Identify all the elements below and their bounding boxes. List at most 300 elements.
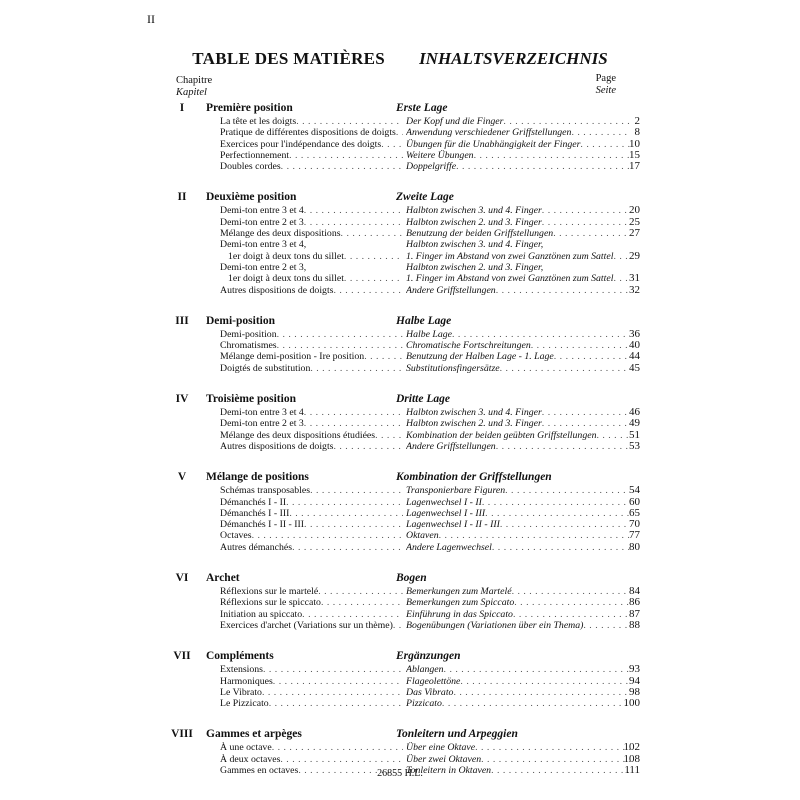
entry-text-fr: 1er doigt à deux tons du sillet (228, 273, 344, 285)
entry-page-number: 17 (629, 160, 640, 173)
entry-title-fr (220, 597, 403, 608)
chapter-title-fr: Deuxième position (206, 191, 297, 204)
entry-title-de (406, 116, 630, 127)
chapter-title-de: Dritte Lage (396, 393, 450, 406)
entry-text-fr: À deux octaves (220, 753, 281, 765)
entry-title-de (406, 351, 630, 362)
entry-page-number: 51 (629, 428, 640, 441)
dot-leader (460, 676, 630, 687)
title-german: INHALTSVERZEICHNIS (419, 49, 608, 68)
entry-page-number: 45 (629, 361, 640, 374)
dot-leader (252, 530, 403, 541)
entry-text-fr: Perfectionnement (220, 149, 290, 161)
entry-text-de: Kombination der beiden geübten Griffstellungen (406, 429, 597, 441)
entry-text-fr: Autres dispositions de doigts (220, 440, 334, 452)
chapter-title-fr: Demi-position (206, 314, 275, 327)
toc-entry[interactable] (0, 497, 800, 508)
entry-title-fr (220, 441, 403, 452)
entry-text-de: Pizzicato (406, 698, 442, 710)
entry-text-de: Halbton zwischen 2. und 3. Finger, (406, 261, 544, 273)
entry-page-number: 53 (629, 439, 640, 452)
page-number: II (147, 12, 155, 26)
entry-text-fr: Chromatismes (220, 340, 277, 352)
toc-entry[interactable] (0, 754, 800, 765)
chapter-heading (0, 572, 800, 586)
entry-text-de: Halbton zwischen 3. und 4. Finger (406, 205, 542, 217)
entry-title-de (406, 530, 630, 541)
entry-text-de: Transponierbare Figuren (406, 485, 506, 497)
entry-text-de: Einführung in das Spiccato (406, 608, 513, 620)
chapter-heading (0, 191, 800, 205)
entry-text-de: Lagenwechsel I - II - III (406, 519, 500, 531)
entry-title-fr (220, 609, 403, 620)
toc-entry[interactable] (0, 441, 800, 452)
entry-title-de (406, 430, 630, 441)
entry-title-fr (220, 418, 403, 429)
chapter-roman-numeral: III (175, 314, 189, 327)
entry-page-number: 65 (629, 506, 640, 519)
entry-text-de: Ablangen (406, 664, 444, 676)
dot-leader (292, 542, 403, 553)
chapter-title-fr: Mélange de positions (206, 471, 309, 484)
entry-text-de: Bemerkungen zum Spiccato (406, 597, 515, 609)
toc-entry[interactable] (0, 150, 800, 161)
toc-entry[interactable] (0, 262, 800, 273)
entry-title-fr (228, 273, 403, 284)
dot-leader (481, 754, 630, 765)
dot-leader (452, 329, 630, 340)
chapter-section (0, 191, 800, 295)
entry-page-number: 77 (629, 529, 640, 542)
entry-text-de: 1. Finger im Abstand von zwei Ganztönen zum Sattel (406, 250, 614, 262)
toc-entry[interactable] (0, 609, 800, 620)
entry-page-number: 94 (629, 674, 640, 687)
entry-page-number: 31 (629, 272, 640, 285)
entry-title-fr (228, 251, 403, 262)
dot-leader (364, 351, 403, 362)
chapter-section (0, 471, 800, 553)
entry-text-de: Doppelgriffe (406, 161, 457, 173)
entry-text-de: Anwendung verschiedener Griffstellungen (406, 127, 572, 139)
entry-page-number: 102 (623, 741, 640, 754)
entry-text-de: Halbe Lage (406, 328, 452, 340)
entry-title-fr (220, 363, 403, 374)
entry-page-number: 100 (623, 697, 640, 710)
toc-entry[interactable] (0, 127, 800, 138)
toc-entry[interactable] (0, 407, 800, 418)
entry-text-de: Über zwei Oktaven (406, 753, 482, 765)
toc-entry[interactable] (0, 597, 800, 608)
chapter-section (0, 393, 800, 452)
entry-title-de (406, 742, 630, 753)
entry-page-number: 2 (634, 115, 640, 127)
toc-entry[interactable] (0, 430, 800, 441)
toc-entry[interactable] (0, 273, 800, 284)
entry-title-de (406, 485, 630, 496)
dot-leader (318, 586, 403, 597)
entry-text-fr: Autres démanchés (220, 541, 293, 553)
entry-page-number: 20 (629, 204, 640, 217)
entry-title-fr (220, 485, 403, 496)
toc-entry[interactable] (0, 285, 800, 296)
table-of-contents (0, 102, 800, 795)
toc-entry[interactable] (0, 418, 800, 429)
chapter-section (0, 102, 800, 172)
entry-title-de (406, 139, 630, 150)
entry-page-number: 29 (629, 249, 640, 262)
dot-leader (286, 497, 403, 508)
entry-page-number: 46 (629, 406, 640, 419)
entry-text-fr: La tête et les doigts (220, 116, 297, 127)
chapter-header-fr: Chapitre (176, 75, 213, 86)
dot-leader (304, 418, 403, 429)
toc-entry[interactable] (0, 485, 800, 496)
chapter-title-fr: Compléments (206, 650, 274, 663)
entry-page-number: 40 (629, 339, 640, 352)
dot-leader (280, 754, 403, 765)
entry-text-fr: Extensions (220, 664, 263, 676)
page-header-fr: Page (595, 73, 616, 84)
dot-leader (375, 430, 403, 441)
entry-page-number: 10 (629, 137, 640, 150)
dot-leader (393, 620, 403, 631)
entry-title-fr (220, 407, 403, 418)
entry-title-fr (220, 127, 403, 138)
chapter-title-de: Halbe Lage (396, 314, 452, 327)
entry-title-fr (220, 228, 403, 239)
entry-text-de: Benutzung der Halben Lage - 1. Lage (406, 351, 554, 363)
entry-text-de: Substitutionsfingersätze (406, 362, 500, 374)
entry-text-de: Halbton zwischen 2. und 3. Finger (406, 216, 542, 228)
dot-leader (474, 150, 630, 161)
entry-title-fr (220, 116, 403, 127)
entry-page-number: 25 (629, 215, 640, 228)
chapter-title-de: Ergänzungen (396, 650, 461, 663)
dot-leader (310, 363, 403, 374)
chapter-section (0, 572, 800, 631)
entry-text-fr: Réflexions sur le martelé (220, 586, 319, 598)
entry-text-fr: Autres dispositions de doigts (220, 284, 334, 296)
dot-leader (321, 597, 403, 608)
toc-entry[interactable] (0, 620, 800, 631)
dot-leader (333, 441, 403, 452)
entry-text-fr: Demi-ton entre 3 et 4, (220, 239, 307, 251)
dot-leader (439, 530, 630, 541)
entry-title-fr (220, 676, 403, 687)
entry-text-fr: Demi-ton entre 2 et 3, (220, 261, 307, 273)
toc-entry[interactable] (0, 530, 800, 541)
toc-entry[interactable] (0, 205, 800, 216)
entry-title-fr (220, 329, 403, 340)
entry-title-de (406, 620, 630, 631)
toc-entry[interactable] (0, 542, 800, 553)
entry-title-de (406, 161, 630, 172)
entry-text-de: Andere Griffstellungen (406, 440, 496, 452)
entry-text-fr: Schémas transposables (220, 485, 311, 497)
entry-text-fr: Le Vibrato (220, 686, 262, 698)
entry-text-de: Halbton zwischen 3. und 4. Finger (406, 407, 542, 419)
chapter-column-header (176, 75, 212, 99)
entry-title-fr (220, 239, 403, 250)
entry-title-fr (220, 351, 403, 362)
entry-title-de (406, 262, 630, 273)
entry-text-fr: Doigtés de substitution (220, 362, 311, 374)
toc-entry[interactable] (0, 698, 800, 709)
chapter-section (0, 315, 800, 374)
chapter-title-fr: Première position (206, 102, 293, 114)
dot-leader (269, 698, 403, 709)
dot-leader (453, 687, 630, 698)
toc-entry[interactable] (0, 251, 800, 262)
entry-title-de (406, 285, 630, 296)
entry-text-fr: Mélange des deux dispositions étudiées (220, 429, 376, 441)
chapter-roman-numeral: IV (175, 393, 189, 406)
footer-catalog-number: 26855 H.L. (377, 768, 423, 779)
toc-entry[interactable] (0, 519, 800, 530)
entry-text-fr: Démanchés I - III (220, 507, 290, 519)
toc-entry[interactable] (0, 742, 800, 753)
dot-leader (444, 664, 630, 675)
chapter-roman-numeral: VI (175, 572, 189, 585)
entry-text-fr: Doubles cordes (220, 161, 281, 173)
entry-title-fr (220, 508, 403, 519)
entry-title-de (406, 597, 630, 608)
entry-title-fr (220, 620, 403, 631)
entry-title-fr (220, 497, 403, 508)
dot-leader (456, 161, 630, 172)
entry-text-de: Chromatische Fortschreitungen (406, 340, 531, 352)
entry-text-fr: À une octave (220, 742, 272, 754)
entry-page-number: 86 (629, 596, 640, 609)
dot-leader (281, 161, 403, 172)
entry-title-de (406, 664, 630, 675)
toc-entry[interactable] (0, 329, 800, 340)
entry-page-number: 44 (629, 350, 640, 363)
entry-page-number: 8 (634, 126, 640, 139)
entry-text-de: Das Vibrato (406, 686, 454, 698)
entry-title-fr (220, 217, 403, 228)
entry-text-fr: Gammes en octaves (220, 764, 299, 776)
toc-entry[interactable] (0, 676, 800, 687)
entry-page-number: 54 (629, 484, 640, 497)
entry-title-fr (220, 161, 403, 172)
dot-leader (272, 742, 403, 753)
toc-entry[interactable] (0, 586, 800, 597)
entry-page-number: 49 (629, 417, 640, 430)
chapter-roman-numeral: V (177, 471, 187, 484)
entry-page-number: 108 (623, 752, 640, 765)
entry-text-fr: Démanchés I - II - III (220, 519, 305, 531)
dot-leader (277, 340, 403, 351)
entry-text-fr: Demi-ton entre 3 et 4 (220, 407, 304, 419)
dot-leader (263, 664, 403, 675)
entry-title-de (406, 407, 630, 418)
toc-entry[interactable] (0, 664, 800, 675)
entry-title-de (406, 150, 630, 161)
title-french: TABLE DES MATIÈRES (192, 49, 386, 68)
entry-title-fr (220, 285, 403, 296)
entry-text-de: Benutzung der beiden Griffstellungen (406, 228, 554, 240)
entry-text-de: Halbton zwischen 2. und 3. Finger (406, 418, 542, 430)
dot-leader (304, 217, 403, 228)
entry-title-fr (220, 542, 403, 553)
entry-text-de: 1. Finger im Abstand von zwei Ganztönen zum Sattel (406, 273, 614, 285)
dot-leader (262, 687, 403, 698)
entry-text-fr: 1er doigt à deux tons du sillet (228, 250, 344, 262)
entry-text-fr: Mélange des deux dispositions (220, 228, 341, 240)
entry-text-fr: Démanchés I - II (220, 496, 287, 508)
dot-leader (482, 497, 630, 508)
entry-page-number: 98 (629, 685, 640, 698)
entry-title-de (406, 441, 630, 452)
chapter-section (0, 650, 800, 709)
entry-title-fr (220, 139, 403, 150)
entry-text-de: Andere Lagenwechsel (406, 541, 492, 553)
toc-entry[interactable] (0, 363, 800, 374)
entry-text-fr: Réflexions sur le spiccato (220, 597, 321, 609)
entry-title-de (406, 676, 630, 687)
entry-title-de (406, 508, 630, 519)
toc-entry[interactable] (0, 239, 800, 250)
entry-text-de: Lagenwechsel I - II (406, 496, 482, 508)
entry-page-number: 88 (629, 618, 640, 631)
chapter-title-de: Kombination der Griffstellungen (396, 471, 552, 484)
entry-text-fr: Demi-ton entre 2 et 3 (220, 216, 304, 228)
entry-title-de (406, 586, 630, 597)
entry-text-fr: Exercices d'archet (Variations sur un thème) (220, 619, 393, 631)
entry-title-de (406, 329, 630, 340)
entry-text-de: Bogenübungen (Variationen über ein Thema) (406, 619, 584, 631)
chapter-roman-numeral: VII (173, 650, 191, 663)
dot-leader (344, 251, 403, 262)
entry-page-number: 111 (624, 763, 640, 776)
entry-page-number: 32 (629, 283, 640, 296)
toc-entry[interactable] (0, 351, 800, 362)
dot-leader (273, 676, 403, 687)
dot-leader (442, 698, 630, 709)
entry-title-de (406, 273, 630, 284)
chapter-title-de: Zweite Lage (396, 191, 454, 204)
chapter-title-fr: Troisième position (206, 393, 296, 406)
dot-leader (310, 485, 403, 496)
entry-text-fr: Octaves (220, 530, 252, 542)
dot-leader (396, 127, 403, 138)
entry-title-de (406, 698, 630, 709)
entry-title-de (406, 519, 630, 530)
dot-leader (475, 742, 630, 753)
dot-leader (485, 508, 630, 519)
entry-title-de (406, 754, 630, 765)
entry-title-fr (220, 530, 403, 541)
entry-title-de (406, 497, 630, 508)
entry-page-number: 15 (629, 148, 640, 161)
entry-title-de (406, 363, 630, 374)
entry-page-number: 60 (629, 495, 640, 508)
entry-text-de: Lagenwechsel I - III (406, 507, 486, 519)
dot-leader (289, 150, 403, 161)
chapter-roman-numeral: I (179, 102, 185, 114)
toc-entry[interactable] (0, 228, 800, 239)
entry-page-number: 87 (629, 607, 640, 620)
chapter-header-de: Kapitel (176, 87, 207, 98)
dot-leader (304, 407, 403, 418)
entry-text-de: Halbton zwischen 3. und 4. Finger, (406, 239, 544, 251)
entry-title-fr (220, 586, 403, 597)
dot-leader (289, 508, 403, 519)
entry-title-fr (220, 664, 403, 675)
entry-title-de (406, 239, 630, 250)
chapter-title-de: Erste Lage (396, 102, 448, 114)
entry-title-fr (220, 262, 403, 273)
entry-page-number: 36 (629, 327, 640, 340)
chapter-heading (0, 102, 800, 116)
chapter-heading (0, 393, 800, 407)
entry-text-fr: Demi-ton entre 3 et 4 (220, 205, 304, 217)
entry-text-de: Andere Griffstellungen (406, 284, 496, 296)
entry-text-fr: Exercices pour l'indépendance des doigts (220, 138, 382, 150)
entry-title-de (406, 251, 630, 262)
entry-text-de: Weitere Übungen (406, 149, 474, 161)
dot-leader (304, 519, 403, 530)
entry-title-de (406, 127, 630, 138)
entry-text-de: Bemerkungen zum Martelé (406, 586, 512, 598)
entry-page-number: 27 (629, 227, 640, 240)
entry-text-fr: Demi-position (220, 328, 277, 340)
toc-entry[interactable] (0, 217, 800, 228)
toc-entry[interactable] (0, 508, 800, 519)
chapter-roman-numeral: II (177, 191, 187, 204)
chapter-heading (0, 728, 800, 742)
chapter-title-de: Bogen (396, 572, 427, 585)
entry-title-fr (220, 519, 403, 530)
entry-text-fr: Le Pizzicato (220, 698, 269, 710)
entry-title-de (406, 687, 630, 698)
entry-title-fr (220, 687, 403, 698)
entry-text-fr: Initiation au spiccato (220, 608, 303, 620)
toc-entry[interactable] (0, 340, 800, 351)
entry-title-de (406, 228, 630, 239)
toc-entry[interactable] (0, 687, 800, 698)
dot-leader (302, 609, 403, 620)
entry-text-de: Tonleitern in Oktaven (406, 764, 492, 776)
entry-title-de (406, 340, 630, 351)
entry-text-fr: Mélange demi-position - Ire position (220, 351, 365, 363)
dot-leader (344, 273, 403, 284)
entry-title-de (406, 542, 630, 553)
entry-page-number: 70 (629, 518, 640, 531)
dot-leader (304, 205, 403, 216)
chapter-heading (0, 650, 800, 664)
chapter-title-de: Tonleitern und Arpeggien (396, 728, 518, 741)
toc-entry[interactable] (0, 161, 800, 172)
entry-title-de (406, 609, 630, 620)
entry-text-fr: Demi-ton entre 2 et 3 (220, 418, 304, 430)
entry-text-de: Der Kopf und die Finger (406, 116, 504, 127)
entry-title-fr (220, 340, 403, 351)
toc-entry[interactable] (0, 139, 800, 150)
dot-leader (333, 285, 403, 296)
entry-page-number: 93 (629, 663, 640, 676)
entry-page-number: 84 (629, 585, 640, 598)
entry-title-de (406, 205, 630, 216)
toc-entry[interactable] (0, 116, 800, 127)
dot-leader (341, 228, 403, 239)
entry-text-de: Übungen für die Unabhängigkeit der Finger (406, 138, 581, 150)
dot-leader (277, 329, 403, 340)
chapter-heading (0, 315, 800, 329)
entry-text-de: Oktaven (406, 530, 439, 542)
dot-leader (381, 139, 403, 150)
